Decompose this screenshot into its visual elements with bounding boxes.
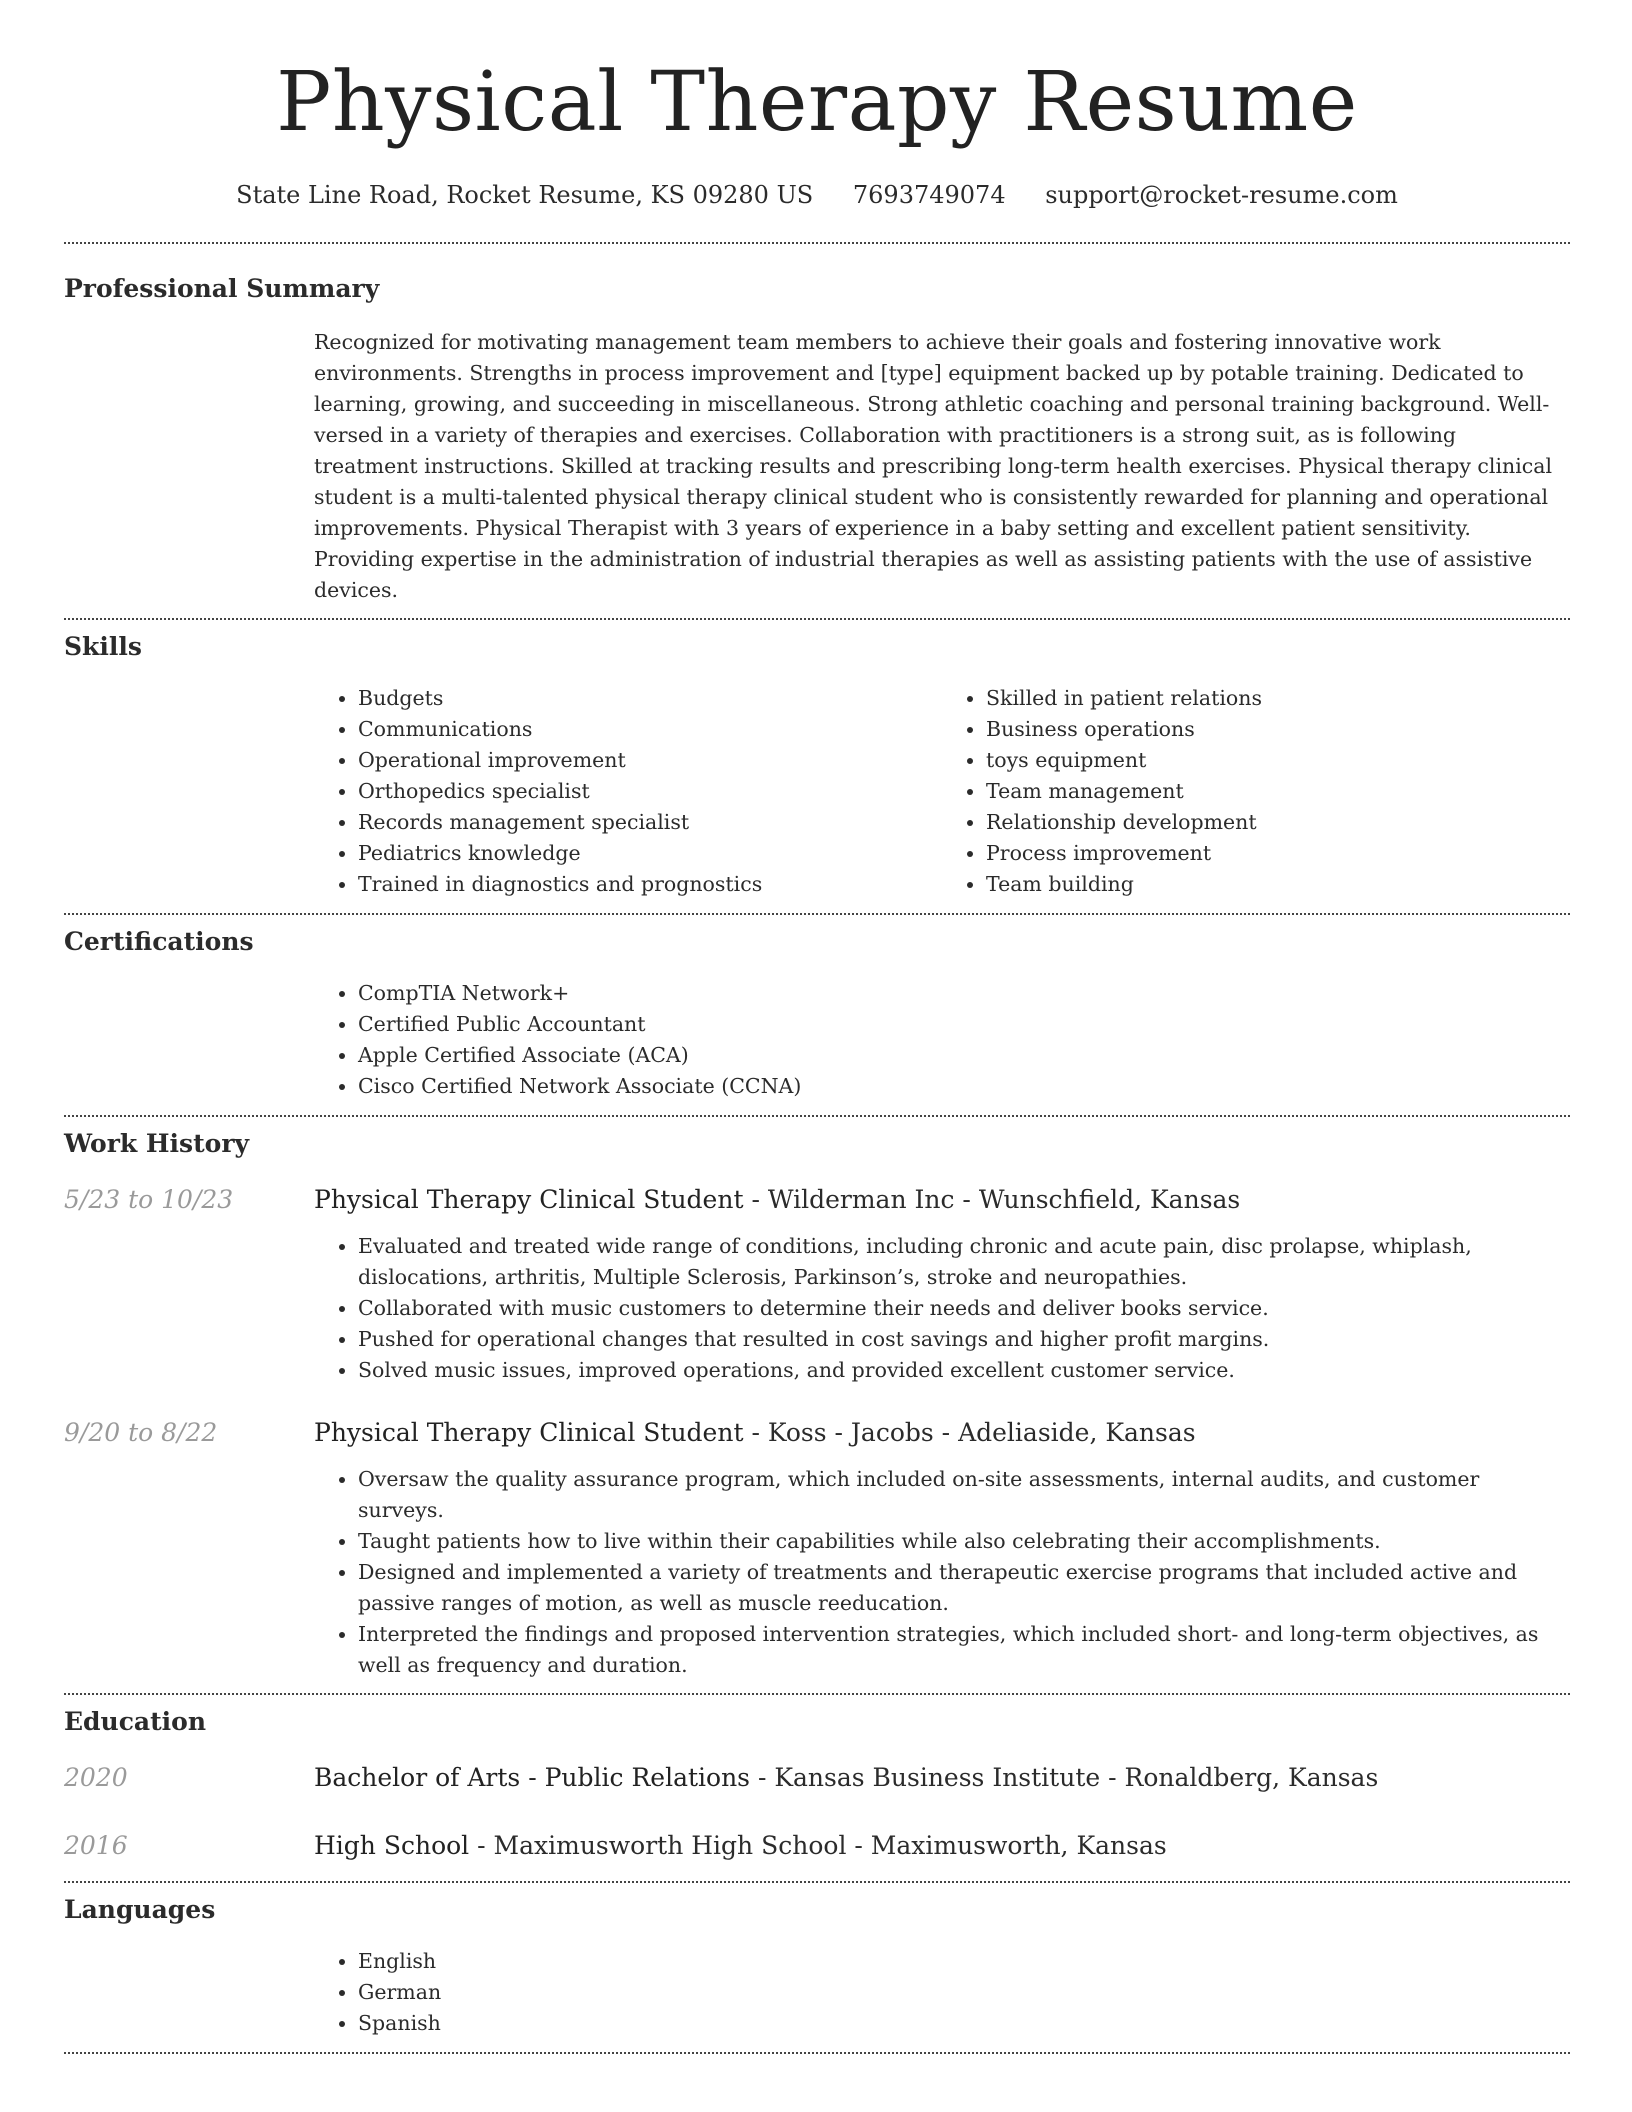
job-bullets <box>314 1464 1570 1681</box>
list-item: • Operational improvement <box>358 745 942 776</box>
summary-section <box>64 244 1570 606</box>
list-item: • Evaluated and treated wide range of conditions, including chronic and acute pain, disc prolapse, whiplash, dislocations, arthritis, Multiple Sclerosis, Parkinson’s, stroke and neuropathies. <box>358 1231 1570 1293</box>
section-title: Languages <box>64 1895 216 1924</box>
list-item: • Cisco Certified Network Associate (CCNA) <box>358 1071 1570 1102</box>
email: support@rocket-resume.com <box>1045 181 1398 209</box>
job-dates: 5/23 to 10/23 <box>64 1185 234 1214</box>
education-entry <box>64 1829 1570 1863</box>
education-title <box>314 1761 1378 1795</box>
list-item: • Apple Certified Associate (ACA) <box>358 1040 1570 1071</box>
education-details: - Kansas Business Institute - Ronaldberg, Kansas <box>750 1763 1379 1792</box>
section-title: Education <box>64 1707 207 1736</box>
job-title <box>314 1183 1240 1217</box>
job-entry <box>64 1183 1570 1386</box>
list-item: • Process improvement <box>986 838 1570 869</box>
divider <box>64 2052 1570 2054</box>
skills-columns <box>314 683 1570 900</box>
education-title <box>314 1829 1167 1863</box>
list-item: • Records management specialist <box>358 807 942 838</box>
list-item: • Business operations <box>986 714 1570 745</box>
list-item: • Orthopedics specialist <box>358 776 942 807</box>
languages-content <box>314 1946 1570 2039</box>
list-item: • Trained in diagnostics and prognostics <box>358 869 942 900</box>
resume-title: Physical Therapy Resume <box>276 55 1358 150</box>
certifications-content <box>314 978 1570 1102</box>
list-item: • Team management <box>986 776 1570 807</box>
list-item: • CompTIA Network+ <box>358 978 1570 1009</box>
education-degree: Bachelor of Arts - Public Relations <box>314 1763 750 1792</box>
job-header <box>64 1183 1570 1217</box>
certifications-section <box>64 915 1570 1102</box>
list-item: • Relationship development <box>986 807 1570 838</box>
skills-list-left <box>314 683 942 900</box>
list-item: • Certified Public Accountant <box>358 1009 1570 1040</box>
list-item: • Spanish <box>358 2008 1570 2039</box>
contact-line <box>64 178 1570 212</box>
skills-section <box>64 620 1570 900</box>
job-bullets <box>314 1231 1570 1386</box>
list-item: • Oversaw the quality assurance program, which included on-site assessments, internal audits, and customer surveys. <box>358 1464 1570 1526</box>
list-item: • German <box>358 1977 1570 2008</box>
list-item: • Budgets <box>358 683 942 714</box>
education-year: 2020 <box>64 1763 128 1792</box>
list-item: • English <box>358 1946 1570 1977</box>
list-item: • Interpreted the findings and proposed intervention strategies, which included short- and long-term objectives, as well as frequency and duration. <box>358 1619 1570 1681</box>
job-details: - Koss - Jacobs - Adeliaside, Kansas <box>743 1418 1196 1447</box>
list-item: • Pediatrics knowledge <box>358 838 942 869</box>
list-item: • Solved music issues, improved operations, and provided excellent customer service. <box>358 1355 1570 1386</box>
list-item: • Taught patients how to live within their capabilities while also celebrating their accomplishments. <box>358 1526 1570 1557</box>
list-item: • Collaborated with music customers to determine their needs and deliver books service. <box>358 1293 1570 1324</box>
job-title <box>314 1416 1196 1450</box>
job-entry <box>64 1416 1570 1681</box>
education-entry <box>64 1761 1570 1795</box>
address: State Line Road, Rocket Resume, KS 09280 US <box>236 181 814 209</box>
list-item: • Communications <box>358 714 942 745</box>
list-item: • Team building <box>986 869 1570 900</box>
list-item: • Pushed for operational changes that resulted in cost savings and higher profit margins. <box>358 1324 1570 1355</box>
education-year: 2016 <box>64 1831 128 1860</box>
list-item: • Designed and implemented a variety of treatments and therapeutic exercise programs that included active and passive ranges of motion, as well as muscle reeducation. <box>358 1557 1570 1619</box>
job-dates: 9/20 to 8/22 <box>64 1418 218 1447</box>
section-title: Work History <box>64 1129 250 1158</box>
list-item: • Skilled in patient relations <box>986 683 1570 714</box>
list-item: • toys equipment <box>986 745 1570 776</box>
resume-page <box>64 0 1570 2054</box>
languages-section <box>64 1883 1570 2039</box>
education-details: - Maximusworth High School - Maximusworth, Kansas <box>469 1831 1167 1860</box>
job-role: Physical Therapy Clinical Student <box>314 1185 744 1214</box>
education-degree: High School <box>314 1831 470 1860</box>
skills-list-right <box>942 683 1570 900</box>
job-details: - Wilderman Inc - Wunschfield, Kansas <box>743 1185 1241 1214</box>
phone: 7693749074 <box>852 181 1006 209</box>
summary-text: Recognized for motivating management team members to achieve their goals and fostering innovative work environments. Strengths in process improvement and [type] equipment backed up by potable training. Dedicated to learning, growing, and succeeding in miscellaneous. Strong athletic coaching and personal training background. Well-versed in a variety of therapies and exercises. Collaboration with practitioners is a strong suit, as is following treatment instructions. Skilled at tracking results and prescribing long-term health exercises. Physical therapy clinical student is a multi-talented physical therapy clinical student who is consistently rewarded for planning and operational improvements. Physical Therapist with 3 years of experience in a baby setting and excellent patient sensitivity. Providing expertise in the administration of industrial therapies as well as assisting patients with the use of assistive devices. <box>314 330 1553 602</box>
job-header <box>64 1416 1570 1450</box>
languages-list <box>314 1946 1570 2039</box>
job-role: Physical Therapy Clinical Student <box>314 1418 744 1447</box>
section-title: Skills <box>64 632 142 661</box>
certifications-list <box>314 978 1570 1102</box>
section-title: Professional Summary <box>64 274 380 303</box>
work-history-section <box>64 1117 1570 1681</box>
section-title: Certifications <box>64 927 254 956</box>
education-section <box>64 1695 1570 1863</box>
